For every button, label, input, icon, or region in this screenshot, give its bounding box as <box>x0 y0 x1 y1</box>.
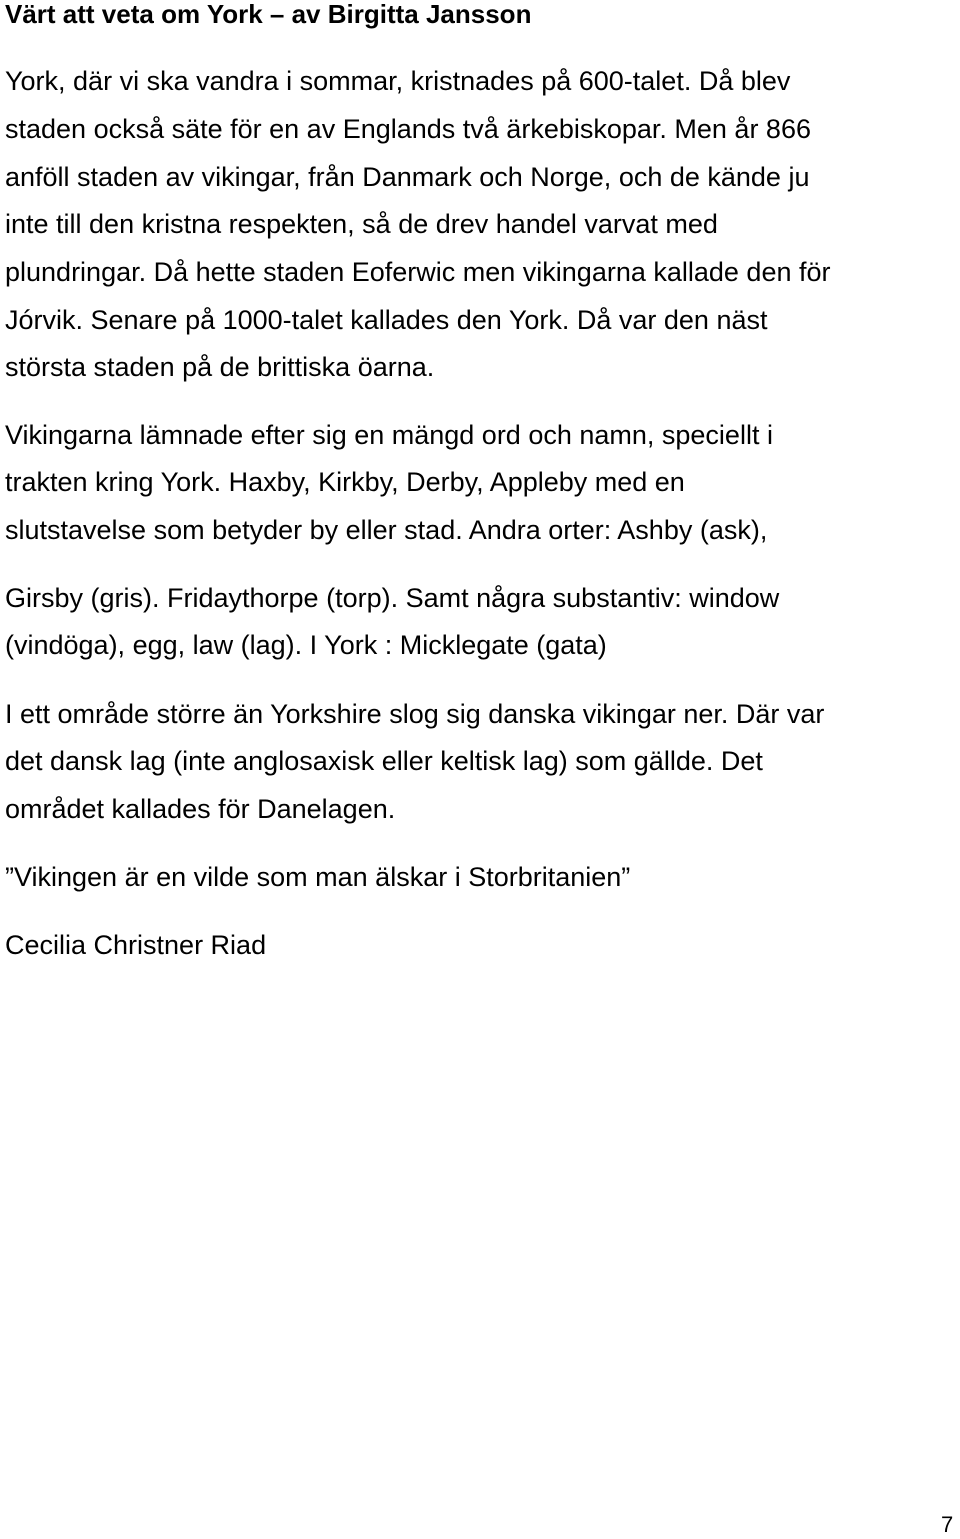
document-title: Värt att veta om York – av Birgitta Jansson <box>5 0 532 29</box>
text-line: Vikingarna lämnade efter sig en mängd ord och namn, speciellt i <box>5 420 773 450</box>
quote-line: ”Vikingen är en vilde som man älskar i Storbritanien” <box>5 862 631 892</box>
text-line: staden också säte för en av Englands två ärkebiskopar. Men år 866 <box>5 114 811 144</box>
text-line: plundringar. Då hette staden Eoferwic men vikingarna kallade den för <box>5 257 831 287</box>
text-line: största staden på de brittiska öarna. <box>5 352 435 382</box>
text-line: området kallades för Danelagen. <box>5 794 396 824</box>
text-line: Jórvik. Senare på 1000-talet kallades den York. Då var den näst <box>5 305 768 335</box>
text-line: (vindöga), egg, law (lag). I York : Micklegate (gata) <box>5 630 607 660</box>
page-number: 7 <box>941 1512 954 1537</box>
text-line: I ett område större än Yorkshire slog sig danska vikingar ner. Där var <box>5 699 825 729</box>
text-line: anföll staden av vikingar, från Danmark och Norge, och de kände ju <box>5 162 810 192</box>
text-line: det dansk lag (inte anglosaxisk eller keltisk lag) som gällde. Det <box>5 746 763 776</box>
text-line: slutstavelse som betyder by eller stad. Andra orter: Ashby (ask), <box>5 515 768 545</box>
author-signature: Cecilia Christner Riad <box>5 930 267 960</box>
text-line: York, där vi ska vandra i sommar, kristnades på 600-talet. Då blev <box>5 66 791 96</box>
text-line: inte till den kristna respekten, så de drev handel varvat med <box>5 209 718 239</box>
text-line: Girsby (gris). Fridaythorpe (torp). Samt några substantiv: window <box>5 583 780 613</box>
text-line: trakten kring York. Haxby, Kirkby, Derby, Appleby med en <box>5 467 685 497</box>
